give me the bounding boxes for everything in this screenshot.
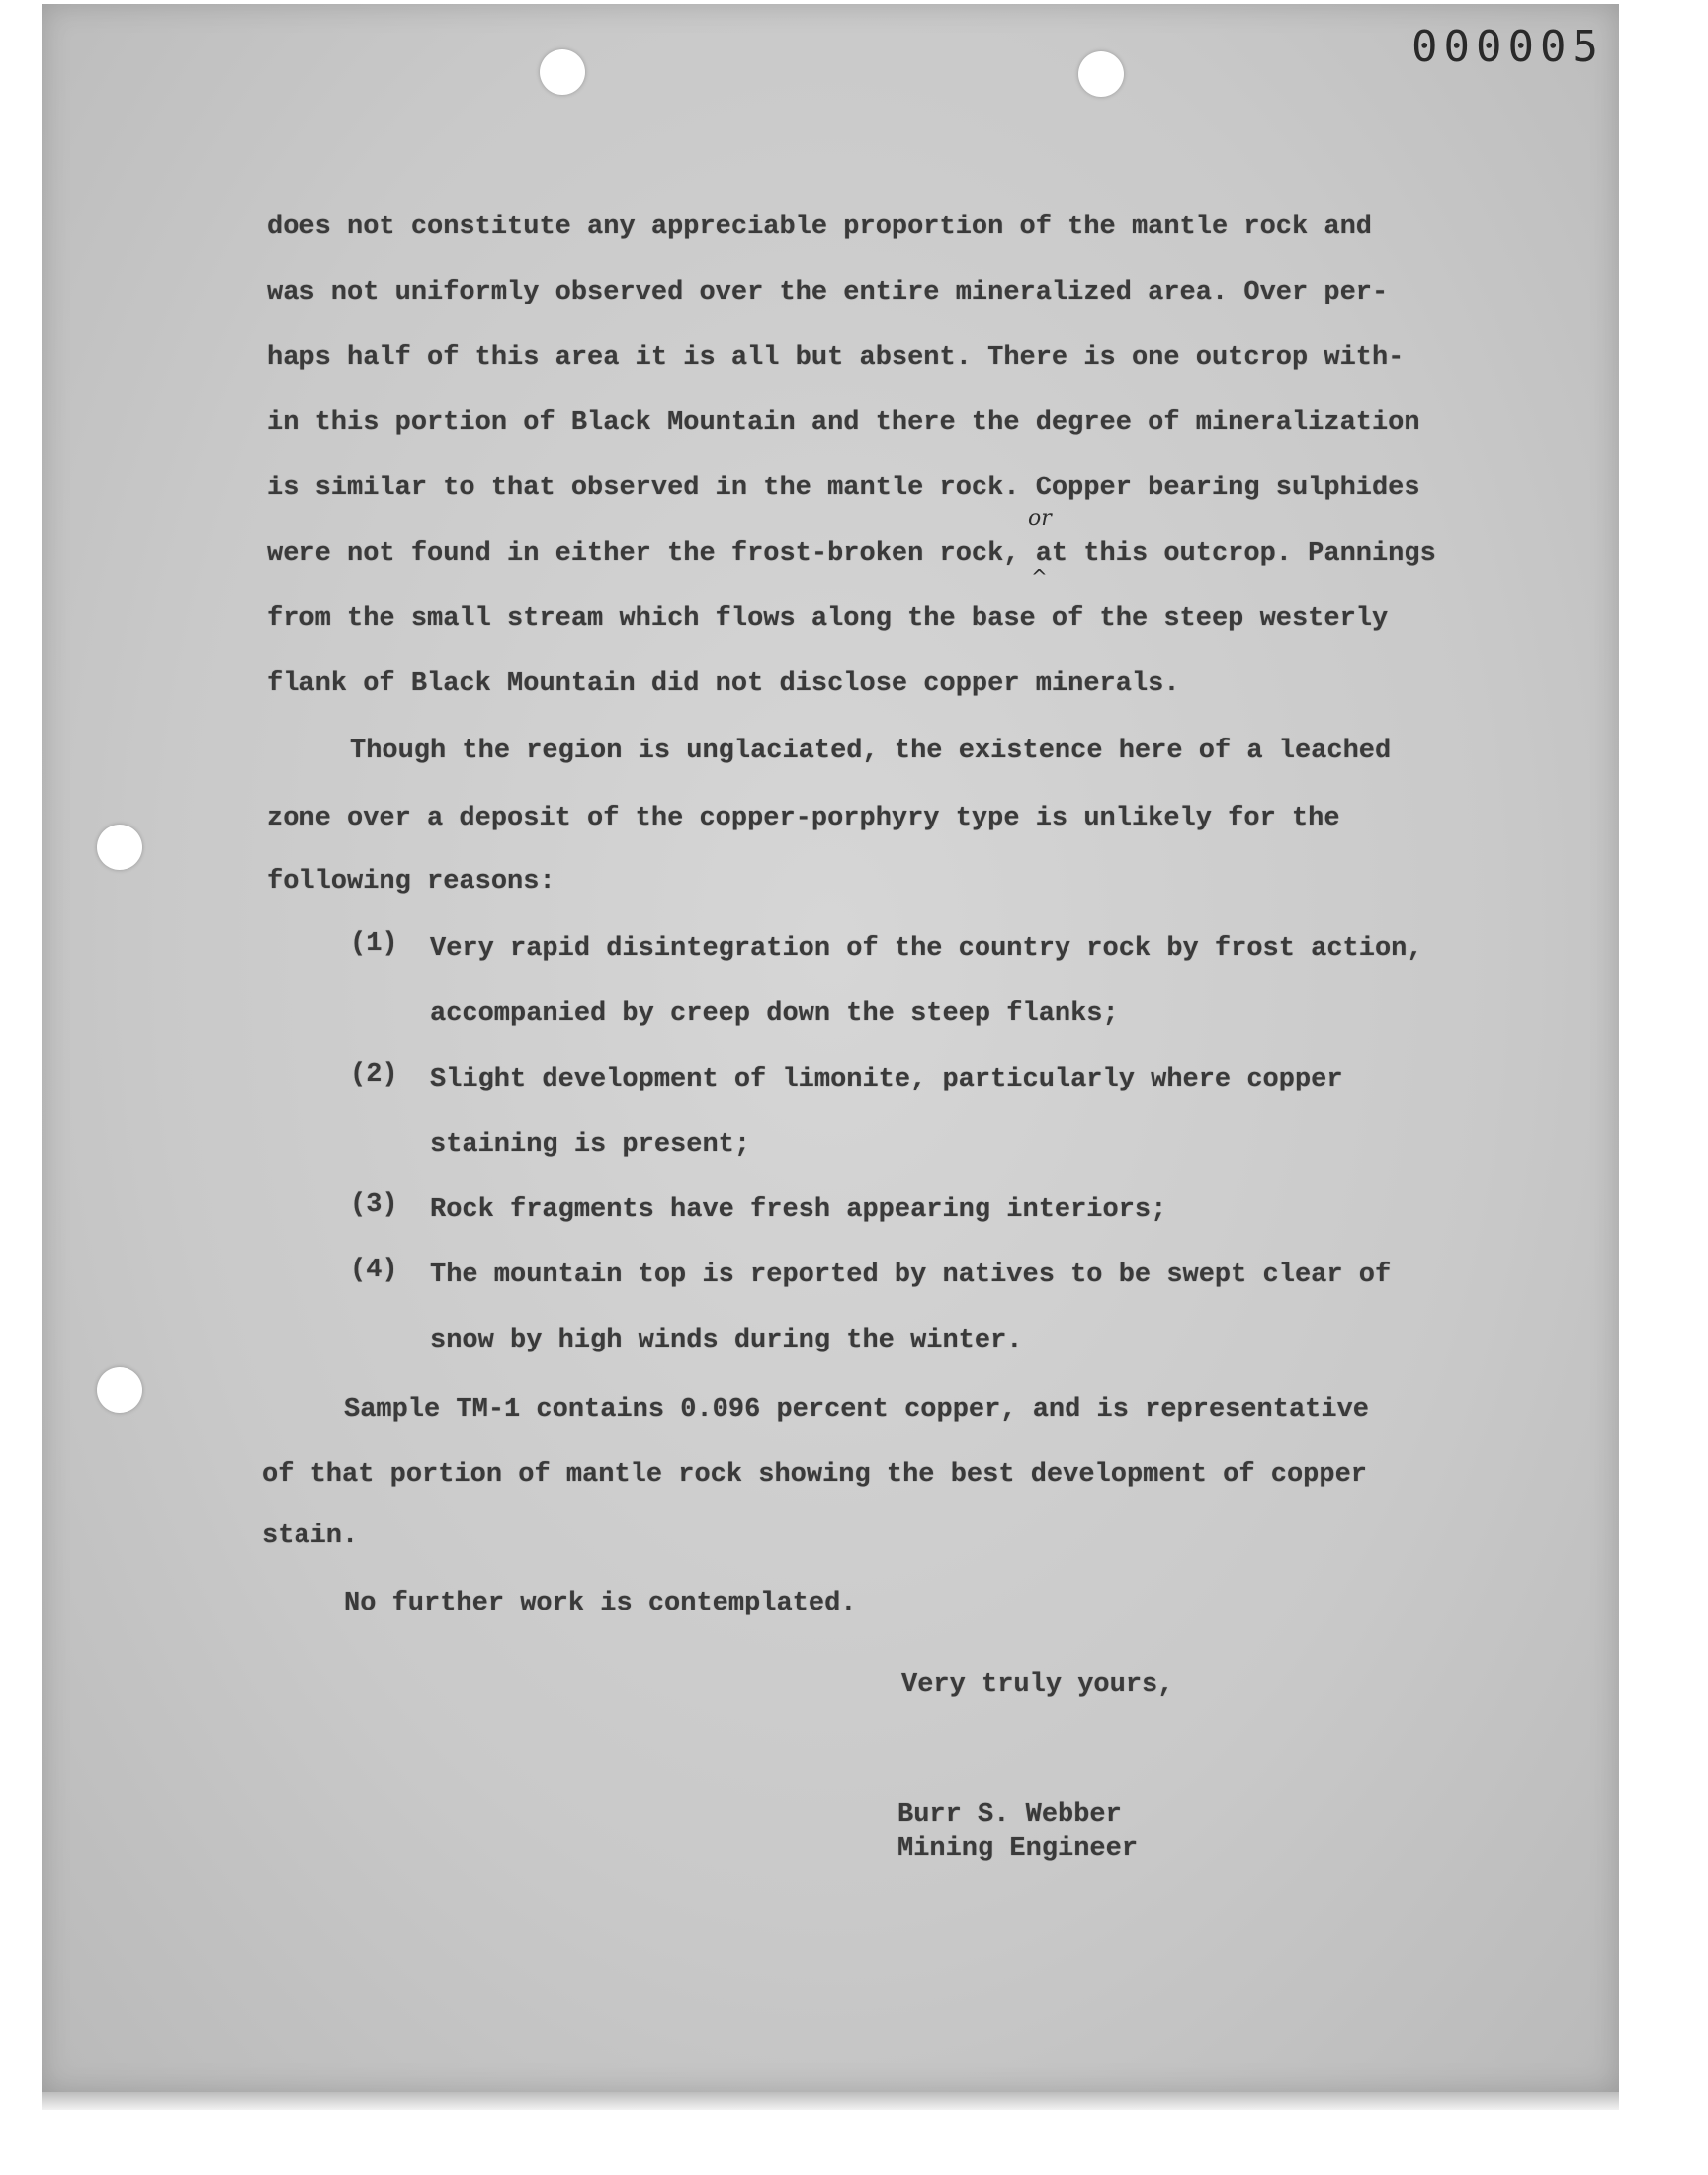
list-item-line: The mountain top is reported by natives to be swept clear of [430,1261,1392,1290]
text-line: were not found in either the frost-broken rock, at this outcrop. Pannings [267,539,1436,568]
text-line: following reasons: [267,867,555,897]
punch-hole-top-left [540,49,585,95]
list-number: (3) [350,1190,398,1220]
text-line: flank of Black Mountain did not disclose copper minerals. [267,669,1180,699]
handwritten-insertion: or [1028,506,1052,531]
text-line: Though the region is unglaciated, the existence here of a leached [350,737,1392,766]
list-item-line: staining is present; [430,1130,751,1160]
text-line: from the small stream which flows along the base of the steep westerly [267,604,1389,634]
list-item-line: Rock fragments have fresh appearing interiors; [430,1195,1167,1225]
punch-hole-top-right [1078,51,1124,97]
text-line: of that portion of mantle rock showing the best development of copper [262,1460,1367,1490]
page-number: 000005 [1411,22,1604,72]
text-line: zone over a deposit of the copper-porphyry type is unlikely for the [267,804,1340,833]
signature-title: Mining Engineer [897,1834,1139,1864]
list-item-line: accompanied by creep down the steep flanks; [430,1000,1119,1029]
text-line: No further work is contemplated. [344,1589,857,1618]
text-line: haps half of this area it is all but absent. There is one outcrop with- [267,343,1405,373]
insertion-caret: ^ [1031,566,1048,589]
list-item-line: Slight development of limonite, particularly where copper [430,1065,1343,1094]
text-line: was not uniformly observed over the entire mineralized area. Over per- [267,278,1389,307]
text-line: is similar to that observed in the mantle rock. Copper bearing sulphides [267,474,1420,503]
list-number: (2) [350,1060,398,1089]
list-item-line: Very rapid disintegration of the country rock by frost action, [430,934,1423,964]
text-line: stain. [262,1522,359,1551]
paper-sheet [42,4,1619,2092]
text-line: does not constitute any appreciable proportion of the mantle rock and [267,213,1372,242]
signature-name: Burr S. Webber [897,1800,1122,1830]
list-number: (1) [350,929,398,959]
punch-hole-left-lower [97,1367,142,1413]
closing-text: Very truly yours, [901,1670,1174,1699]
text-line: in this portion of Black Mountain and there the degree of mineralization [267,408,1420,438]
text-line: Sample TM-1 contains 0.096 percent copper, and is representative [344,1395,1369,1425]
punch-hole-left-upper [97,825,142,870]
list-number: (4) [350,1256,398,1285]
paper-bottom-shadow [42,2092,1619,2110]
list-item-line: snow by high winds during the winter. [430,1326,1023,1355]
